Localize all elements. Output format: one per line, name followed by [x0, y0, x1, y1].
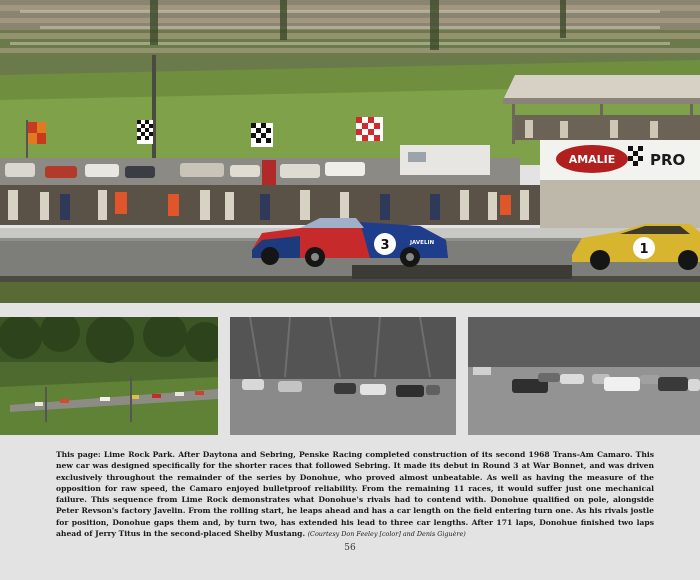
thumbnail-photo-color — [0, 317, 218, 435]
photo-caption — [56, 449, 654, 540]
car-number-1: 1 — [639, 242, 649, 257]
thumbnail-photo-bw-start — [230, 317, 456, 435]
banner-pro-text: PRO — [650, 151, 686, 169]
banner-amalie-text: AMALIE — [568, 153, 616, 166]
car-number-3: 3 — [380, 238, 390, 253]
caption-body: This page: Lime Rock Park. After Daytona and Sebring, Penske Racing completed construction of its second 1968 Trans-Am Camaro. This new car was designed specifically for the shorter races that followed Sebring. It made its debut in Round 3 at War Bonnet, and was driven exclusively throughout the remainder of the series by Donohue, who proved almost unbeatable. As well as having the measure of the opposition for raw speed, the Camaro enjoyed bulletproof reliability. From the remaining 11 races, it would suffer just one mechanical failure. This sequence from Lime Rock demonstrates what Donohue's rivals had to contend with. Donohue qualified on pole, alongside Peter Revson's factory Javelin. From the rolling start, he leaps ahead and has a car length on the field entering turn one. As his rivals jostle for position, Donohue gaps them and, by turn two, has extended his lead to three car lengths. After 171 laps, Donohue finished two laps ahead of Jerry Titus in the second-placed Shelby Mustang. — [56, 450, 654, 539]
page-number: 56 — [344, 543, 356, 553]
caption-credit: (Courtesy Don Feeley [color] and Denis Giguère) — [307, 530, 466, 539]
thumbnail-photo-bw-field — [468, 317, 700, 435]
car-javelin-label: JAVELIN — [410, 240, 435, 246]
